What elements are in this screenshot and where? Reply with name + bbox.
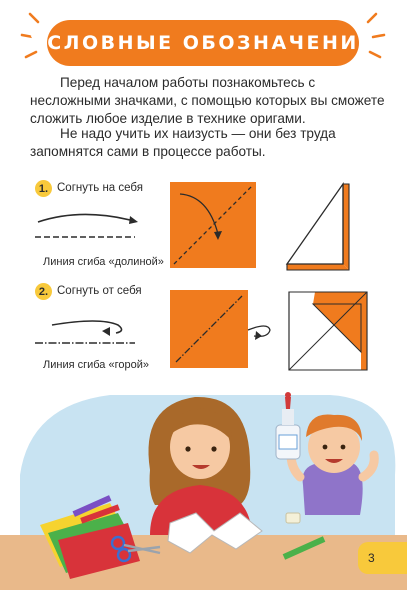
step-label-valley: Согнуть на себя	[57, 182, 143, 194]
valley-line-caption: Линия сгиба «долиной»	[43, 256, 164, 268]
kids-origami-illustration	[0, 385, 407, 590]
title-banner	[30, 20, 376, 66]
valley-fold-square-diagram	[170, 182, 260, 272]
intro-paragraph-2: Не надо учить их наизусть — они без труда запомнятся сами в процессе работы.	[30, 126, 336, 160]
intro-paragraph-1: Перед началом работы познакомьтесь с несложными значками, с помощью которых вы сможете сложить любое изделие в технике оригами.	[30, 75, 385, 127]
step-number-badge: 1.	[35, 180, 52, 197]
girl-character	[148, 397, 252, 535]
step-number-badge: 2.	[35, 283, 52, 300]
valley-fold-result-diagram	[283, 178, 383, 278]
eraser	[286, 513, 300, 523]
step-label-mountain: Согнуть от себя	[57, 285, 142, 297]
mountain-fold-square-diagram	[170, 290, 280, 370]
mountain-fold-line	[35, 340, 165, 346]
valley-fold-line	[35, 234, 165, 240]
page-title: УСЛОВНЫЕ ОБОЗНАЧЕНИЯ	[30, 32, 376, 54]
title-area	[0, 0, 407, 82]
page-number: 3	[358, 542, 407, 574]
mountain-fold-result-diagram	[285, 290, 385, 380]
mountain-fold-arrow-icon	[30, 305, 160, 345]
mountain-line-caption: Линия сгиба «горой»	[43, 359, 149, 371]
